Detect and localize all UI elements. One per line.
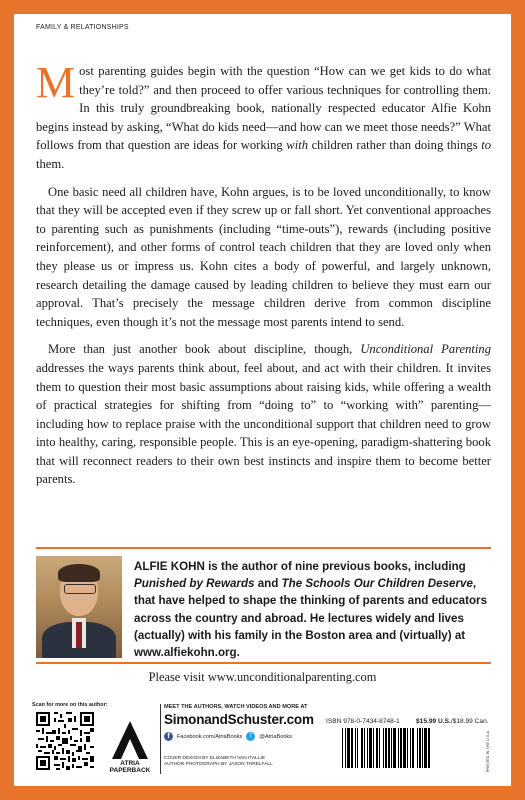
cover-content-panel (14, 14, 511, 786)
price-can: /$18.99 Can. (450, 718, 489, 725)
description-paragraph-3 (36, 340, 491, 489)
p3-book-title: Unconditional Parenting (360, 342, 491, 357)
website-line[interactable]: Please visit www.unconditionalparenting.com (148, 670, 377, 684)
bottom-divider (36, 662, 491, 664)
barcode-icon (340, 728, 478, 768)
book-description (36, 58, 491, 498)
twitter-handle[interactable]: @AtriaBooks (259, 733, 293, 740)
printed-in-label: PRINTED IN THE U.S.A. (486, 730, 490, 773)
p3-text-start: More than just another book about discipline, though, (48, 342, 361, 357)
isbn-text: ISBN 978-0-7434-8748-1 (326, 718, 400, 725)
drop-cap: M (36, 58, 76, 107)
publisher-name (108, 760, 152, 774)
category-label: FAMILY & RELATIONSHIPS (36, 24, 129, 31)
facebook-link[interactable]: Facebook.com/AtriaBooks (177, 733, 243, 740)
publisher-name-line-2: PAPERBACK (109, 767, 151, 774)
top-divider (36, 547, 491, 549)
p1-text-mid: children rather than doing things (308, 138, 482, 153)
photo-credit: AUTHOR PHOTOGRAPH BY JASON THRELFALL (164, 762, 273, 768)
publisher-site-link[interactable]: SimonandSchuster.com (164, 712, 314, 727)
author-photo (36, 556, 122, 658)
credits (164, 756, 273, 769)
description-paragraph-2: One basic need all children have, Kohn argues, is to be loved unconditionally, to know that they will be accepted even if they screw up or fall short. Yet conventional approaches to parenting such as punishments (including “time-outs”), rewards (including positive reinforcement), and other forms of control teach children that they are loved only when they please us or impress us. Kohn cites a body of powerful, and largely unknown, research detailing the damage caused by leading children to believe they must earn our approval. That’s precisely the message children derive from common discipline techniques, even though it’s not the message most parents intend to send. (36, 184, 491, 329)
meet-authors-line: MEET THE AUTHORS, WATCH VIDEOS AND MORE AT (164, 704, 308, 710)
price-us: $15.99 U.S. (416, 718, 451, 725)
footer-divider (160, 704, 161, 774)
book-title-2: The Schools Our Children Deserve (281, 577, 473, 591)
p3-text-rest: addresses the ways parents think about, feel about, and act with their children. It invites them to question their most basic assumptions about raising kids, while offering a wealth of practical strategies for shifting from “doing to” to “working with” parenting—including how to replace praise with the unconditional support that children need to grow into healthy, caring, responsible people. This is an eye-opening, paradigm-shattering book that will reconnect readers to their own best instincts and inspire them to become better parents. (36, 360, 491, 487)
cover-credit: COVER DESIGN BY ELIZABETH VAN ITALLIE (164, 756, 266, 761)
price-text (416, 718, 489, 725)
twitter-icon[interactable]: t (246, 732, 255, 741)
social-links (164, 732, 292, 741)
qr-code-icon[interactable] (36, 712, 94, 770)
description-paragraph-1 (36, 58, 491, 174)
p1-emphasis-to: to (481, 138, 491, 153)
book-title-1: Punished by Rewards (134, 577, 255, 591)
author-bio: ALFIE KOHN is the author of nine previous books, including Punished by Rewards and The Schools Our Children Deserve, that have helped to shape the thinking of parents and educators across the country and abroad. He lectures widely and lives (actually) with his family in the Boston area and (virtually) at www.alfiekohn.org. (134, 560, 488, 660)
publisher-name-line-1: ATRIA (120, 760, 140, 767)
p1-text-end: them. (36, 156, 65, 171)
scan-label: Scan for more on this author: (32, 702, 108, 708)
facebook-icon[interactable]: f (164, 732, 173, 741)
author-name: ALFIE KOHN (134, 560, 205, 573)
p1-text: ost parenting guides begin with the question “How can we get kids to do what they’re told?” and then proceed to offer various techniques for controlling them. In this truly groundbreaking book, nationally respected educator Alfie Kohn begins instead by asking, “What do kids need—and how can we meet those needs?” What follows from that question are ideas for working (36, 64, 491, 153)
p1-emphasis-with: with (286, 138, 308, 153)
